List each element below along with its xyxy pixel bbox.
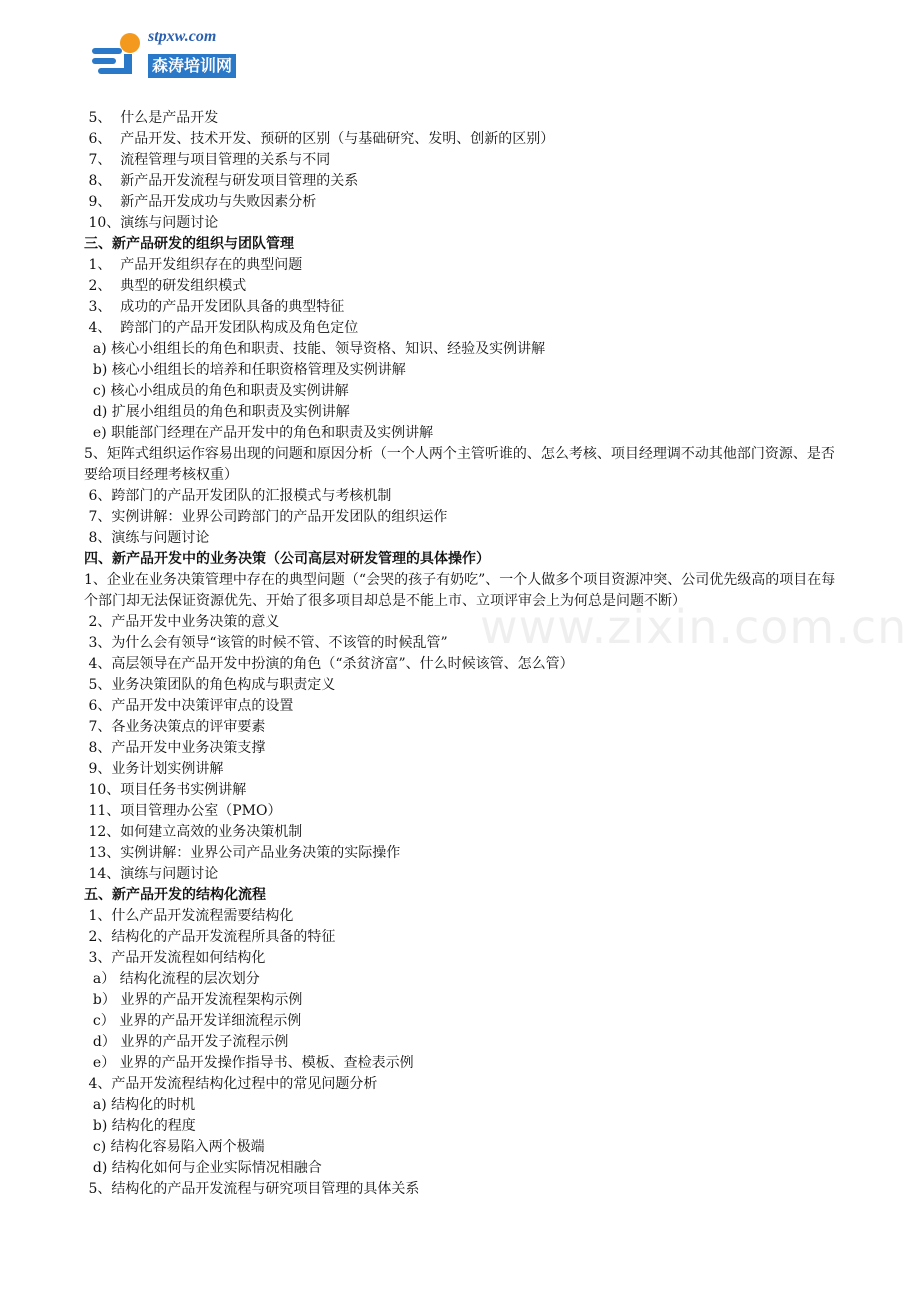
outline-item: 11、项目管理办公室（PMO） [84, 803, 282, 819]
document-body [84, 108, 836, 1200]
logo-url-text: stpxw.com [148, 28, 217, 45]
outline-item: e） 业界的产品开发操作指导书、模板、查检表示例 [84, 1055, 414, 1071]
outline-item: 2、 典型的研发组织模式 [84, 278, 247, 294]
outline-item: 5、 什么是产品开发 [84, 110, 219, 126]
outline-item: 8、 新产品开发流程与研发项目管理的关系 [84, 173, 359, 189]
section-heading: 四、新产品开发中的业务决策（公司高层对研发管理的具体操作） [84, 551, 490, 567]
outline-item: 14、演练与问题讨论 [84, 866, 219, 882]
outline-item: 9、业务计划实例讲解 [84, 761, 224, 777]
outline-item: a) 核心小组组长的角色和职责、技能、领导资格、知识、经验及实例讲解 [84, 341, 546, 357]
outline-item: 5、矩阵式组织运作容易出现的问题和原因分析（一个人两个主管听谁的、怎么考核、项目经理调不动其他部门资源、是否要给项目经理考核权重） [84, 446, 835, 483]
outline-item: 6、产品开发中决策评审点的设置 [84, 698, 294, 714]
outline-item: e) 职能部门经理在产品开发中的角色和职责及实例讲解 [84, 425, 434, 441]
outline-item: 3、为什么会有领导“该管的时候不管、不该管的时候乱管” [84, 635, 448, 651]
outline-item: 5、业务决策团队的角色构成与职责定义 [84, 677, 336, 693]
outline-item: b) 核心小组组长的培养和任职资格管理及实例讲解 [84, 362, 406, 378]
outline-item: 10、项目任务书实例讲解 [84, 782, 247, 798]
outline-item: d) 扩展小组组员的角色和职责及实例讲解 [84, 404, 350, 420]
outline-item: 4、产品开发流程结构化过程中的常见问题分析 [84, 1076, 378, 1092]
site-logo[interactable] [90, 26, 250, 86]
outline-item: b) 结构化的程度 [84, 1118, 196, 1134]
outline-item: a） 结构化流程的层次划分 [84, 971, 260, 987]
outline-item: b） 业界的产品开发流程架构示例 [84, 992, 303, 1008]
outline-item: 8、产品开发中业务决策支撑 [84, 740, 266, 756]
outline-item: 1、企业在业务决策管理中存在的典型问题（“会哭的孩子有奶吃”、一个人做多个项目资源冲突、公司优先级高的项目在每个部门却无法保证资源优先、开始了很多项目却总是不能上市、立项评审会上为何总是问题不断） [84, 572, 836, 609]
outline-item: 12、如何建立高效的业务决策机制 [84, 824, 303, 840]
outline-item: 6、 产品开发、技术开发、预研的区别（与基础研究、发明、创新的区别） [84, 131, 555, 147]
logo-site-name: 森涛培训网 [148, 54, 236, 78]
outline-item: 7、各业务决策点的评审要素 [84, 719, 266, 735]
outline-item: 1、 产品开发组织存在的典型问题 [84, 257, 303, 273]
outline-item: d) 结构化如何与企业实际情况相融合 [84, 1160, 322, 1176]
watermark: www.zixin.com.cn [480, 600, 908, 654]
outline-item: c） 业界的产品开发详细流程示例 [84, 1013, 302, 1029]
outline-item: c) 核心小组成员的角色和职责及实例讲解 [84, 383, 349, 399]
outline-item: 8、演练与问题讨论 [84, 530, 210, 546]
outline-item: 2、结构化的产品开发流程所具备的特征 [84, 929, 336, 945]
outline-item: 7、 流程管理与项目管理的关系与不同 [84, 152, 331, 168]
outline-item: 4、高层领导在产品开发中扮演的角色（“杀贫济富”、什么时候该管、怎么管） [84, 656, 574, 672]
outline-item: 9、 新产品开发成功与失败因素分析 [84, 194, 317, 210]
outline-item: a) 结构化的时机 [84, 1097, 196, 1113]
logo-mark-icon [90, 30, 146, 80]
outline-item: 10、演练与问题讨论 [84, 215, 219, 231]
outline-item: 3、产品开发流程如何结构化 [84, 950, 266, 966]
outline-item: 13、实例讲解：业界公司产品业务决策的实际操作 [84, 845, 401, 861]
outline-item: 5、结构化的产品开发流程与研究项目管理的具体关系 [84, 1181, 420, 1197]
outline-item: 2、产品开发中业务决策的意义 [84, 614, 280, 630]
outline-item: d） 业界的产品开发子流程示例 [84, 1034, 289, 1050]
section-heading: 五、新产品开发的结构化流程 [84, 887, 266, 903]
section-heading: 三、新产品研发的组织与团队管理 [84, 236, 294, 252]
outline-item: c) 结构化容易陷入两个极端 [84, 1139, 265, 1155]
outline-item: 6、跨部门的产品开发团队的汇报模式与考核机制 [84, 488, 392, 504]
outline-item: 7、实例讲解：业界公司跨部门的产品开发团队的组织运作 [84, 509, 448, 525]
outline-item: 1、什么产品开发流程需要结构化 [84, 908, 294, 924]
outline-item: 3、 成功的产品开发团队具备的典型特征 [84, 299, 345, 315]
outline-item: 4、 跨部门的产品开发团队构成及角色定位 [84, 320, 359, 336]
